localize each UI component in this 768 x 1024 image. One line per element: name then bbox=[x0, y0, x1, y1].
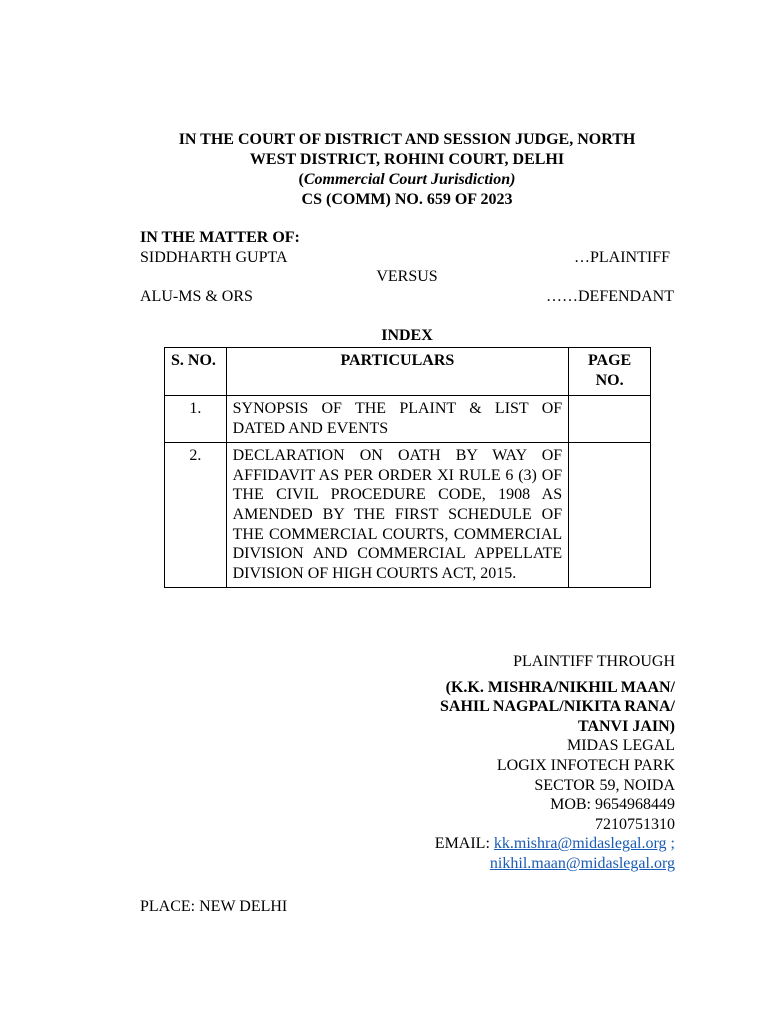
plaintiff-role: …PLAINTIFF bbox=[573, 249, 670, 266]
email-separator: ; bbox=[666, 835, 675, 853]
defendant-name: ALU-MS & ORS bbox=[140, 288, 253, 305]
heading-jurisdiction bbox=[140, 170, 674, 190]
mobile-1: MOB: 9654968449 bbox=[550, 796, 675, 814]
firm-name: MIDAS LEGAL bbox=[567, 737, 675, 755]
email-label: EMAIL: bbox=[434, 835, 494, 853]
index-title: INDEX bbox=[381, 327, 433, 344]
address-line-1: LOGIX INFOTECH PARK bbox=[496, 756, 675, 774]
defendant-role: ……DEFENDANT bbox=[546, 288, 674, 305]
row-1-page bbox=[569, 396, 651, 443]
row-1-sno: 1. bbox=[165, 396, 227, 443]
row-2-particulars: DECLARATION ON OATH BY WAY OF AFFIDAVIT AS PER ORDER XI RULE 6 (3) OF THE CIVIL PROCEDURE CODE, 1908 AS AMENDED BY THE FIRST SCHEDULE OF THE COMMERCIAL COURTS, COMMERCIAL DIVISION AND COMMERCIAL APPELLATE DIVISION OF HIGH COURTS ACT, 2015. bbox=[226, 443, 569, 588]
court-heading bbox=[140, 130, 674, 210]
email-line-1 bbox=[360, 834, 675, 854]
place-line: PLACE: NEW DELHI bbox=[140, 898, 288, 915]
counsel-block bbox=[360, 652, 675, 874]
heading-line-2: WEST DISTRICT, ROHINI COURT, DELHI bbox=[249, 151, 565, 168]
row-2-sno: 2. bbox=[165, 443, 227, 588]
plaintiff-through: PLAINTIFF THROUGH bbox=[513, 653, 675, 670]
email-line-2 bbox=[360, 854, 675, 874]
email-link-1[interactable]: kk.mishra@midaslegal.org bbox=[493, 835, 667, 853]
header-page: PAGE NO. bbox=[569, 348, 651, 396]
mobile-2: 7210751310 bbox=[595, 815, 675, 833]
jurisdiction-text: Commercial Court Jurisdiction) bbox=[303, 171, 516, 188]
heading-line-1: IN THE COURT OF DISTRICT AND SESSION JUDGE, NORTH bbox=[178, 131, 636, 148]
jurisdiction-open-paren: ( bbox=[298, 171, 304, 188]
index-header-row bbox=[165, 348, 651, 396]
row-2-page bbox=[569, 443, 651, 588]
matter-label: IN THE MATTER OF: bbox=[140, 229, 300, 246]
case-number: CS (COMM) NO. 659 OF 2023 bbox=[301, 191, 513, 208]
index-table bbox=[164, 347, 651, 588]
email-link-2[interactable]: nikhil.maan@midaslegal.org bbox=[489, 854, 675, 872]
table-row bbox=[165, 396, 651, 443]
row-1-particulars: SYNOPSIS OF THE PLAINT & LIST OF DATED AND EVENTS bbox=[226, 396, 569, 443]
header-sno: S. NO. bbox=[165, 348, 227, 396]
address-line-2: SECTOR 59, NOIDA bbox=[534, 776, 675, 794]
plaintiff-row bbox=[140, 249, 674, 269]
counsel-names-3: TANVI JAIN) bbox=[577, 717, 675, 735]
header-particulars: PARTICULARS bbox=[226, 348, 569, 396]
counsel-names-2: SAHIL NAGPAL/NIKITA RANA/ bbox=[440, 698, 675, 716]
defendant-row bbox=[140, 288, 674, 308]
plaintiff-name: SIDDHARTH GUPTA bbox=[140, 249, 288, 266]
counsel-names-1: (K.K. MISHRA/NIKHIL MAAN/ bbox=[445, 678, 675, 696]
versus-label: VERSUS bbox=[376, 268, 438, 285]
table-row bbox=[165, 443, 651, 588]
